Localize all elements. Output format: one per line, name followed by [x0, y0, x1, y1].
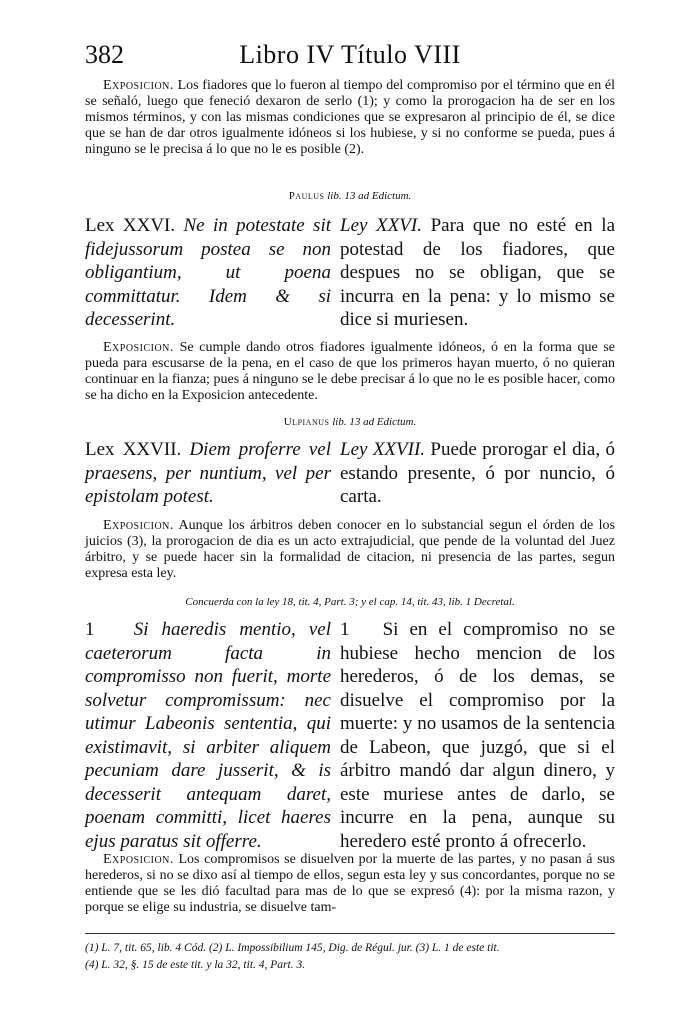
concordance-note: Concuerda con la ley 18, tit. 4, Part. 3; y el cap. 14, tit. 43, lib. 1 Decretal.	[185, 596, 515, 608]
exposition-text: Se cumple dando otros fiadores igualmente idóneos, ó en la forma que se pueda para escusarse de la pena, en el caso de que los primeros hayan muerto, ó no quieran continuar en la fianza; pues á ninguno se le debe precisar á lo que no le es posible hacer, como se ha dicho en la Exposicion antecedente.	[85, 340, 615, 403]
source-ref: lib. 13 ad Edictum.	[329, 416, 417, 428]
law-heading: Lex XXVI.	[85, 215, 176, 236]
law-26-latin	[85, 214, 331, 332]
footnote-line: (4) L. 32, §. 15 de este tit. y la 32, tit. 4, Part. 3.	[85, 959, 306, 971]
footnotes	[85, 940, 615, 974]
paragraph-1-spanish	[340, 618, 615, 853]
exposition-2	[85, 340, 615, 404]
exposition-text: Aunque los árbitros deben conocer en lo substancial segun el órden de los juicios (3), la prorogacion de dia es un acto extrajudicial, que pende de la voluntad del Juez árbitro, y se puede hacer sin la formalidad de citacion, ni presencia de las partes, segun expresa esta ley.	[85, 518, 615, 581]
law-text: Puede prorogar el dia, ó estando presente, ó por nuncio, ó carta.	[340, 439, 615, 507]
paragraph-text: Si haeredis mentio, vel caeterorum facta in compromisso non fuerit, morte solvetur compromissum: nec utimur Labeonis sententia, qui existimavit, si arbiter aliquem pecuniam dare jusserit, & is decesserit antequam daret, poenam committi, licet haeres ejus paratus sit offerre.	[85, 619, 331, 852]
footnote-line: (1) L. 7, tit. 65, lib. 4 Cód. (2) L. Impossibilium 145, Dig. de Régul. jur. (3) L. 1 de este tit.	[85, 942, 500, 954]
law-27-latin	[85, 438, 331, 509]
source-ref: lib. 13 ad Edictum.	[324, 190, 412, 202]
exposition-label: Exposicion.	[103, 340, 174, 355]
law-heading: Lex XXVII.	[85, 439, 182, 460]
exposition-text: Los compromisos se disuelven por la muerte de las partes, y no pasan á sus herederos, si no se dixo así al tiempo de ellos, segun esta ley y sus concordantes, porque no se entiende que se les dió facultad para mas de lo que se expresó (4): por la misma razon, y porque se elige su industria, se disuelve tam-	[85, 852, 615, 915]
paragraph-number: 1	[85, 619, 95, 640]
exposition-label: Exposicion.	[103, 518, 174, 533]
law-heading: Ley XXVII.	[340, 439, 426, 460]
running-head: Libro IV Título VIII	[239, 40, 461, 69]
law-text: Diem proferre vel praesens, per nuntium, vel per epistolam potest.	[85, 439, 332, 507]
exposition-3	[85, 518, 615, 582]
paragraph-number: 1	[340, 619, 350, 640]
source-author: Ulpianus	[283, 416, 330, 428]
paragraph-text: Si en el compromiso no se hubiese hecho mencion de los herederos, ó de los demas, se disuelve el compromiso por la muerte: y no usamos de la sentencia de Labeon, que juzgó, que si el árbitro mandó dar algun dinero, y este muriese antes de darlo, se incurre en la pena, aunque su heredero esté pronto á ofrecerlo.	[340, 619, 616, 852]
source-citation-2	[85, 416, 615, 428]
exposition-label: Exposicion.	[103, 78, 174, 93]
paragraph-1-latin	[85, 618, 331, 853]
exposition-1	[85, 78, 615, 158]
exposition-4	[85, 852, 615, 916]
law-27-spanish	[340, 438, 615, 509]
page-number: 382	[85, 40, 124, 69]
exposition-label: Exposicion.	[103, 852, 174, 867]
footnote-divider	[85, 933, 615, 934]
page-header	[85, 40, 615, 74]
law-text: Para que no esté en la potestad de los fiadores, que despues no se obligan, que se incurra en la pena: y lo mismo se dice si muriesen.	[340, 215, 616, 330]
source-citation-1	[85, 190, 615, 202]
law-26-spanish	[340, 214, 615, 332]
exposition-text: Los fiadores que lo fueron al tiempo del compromiso por el término que en él se señaló, luego que feneció dexaron de serlo (1); y como la prorogacion ha de ser en los mismos términos, y con las mismas condiciones que se expresaron al principio de él, se dice que se han de dar otros igualmente idóneos si los hubiese, y si no conforme se pueda, pues á ninguno se le precisa á lo que no le es posible (2).	[85, 78, 615, 157]
law-heading: Ley XXVI.	[340, 215, 422, 236]
law-text: Ne in potestate sit fidejussorum postea se non obligantium, ut poena committatur. Idem & si decesserint.	[85, 215, 331, 330]
source-author: Paulus	[288, 190, 325, 202]
